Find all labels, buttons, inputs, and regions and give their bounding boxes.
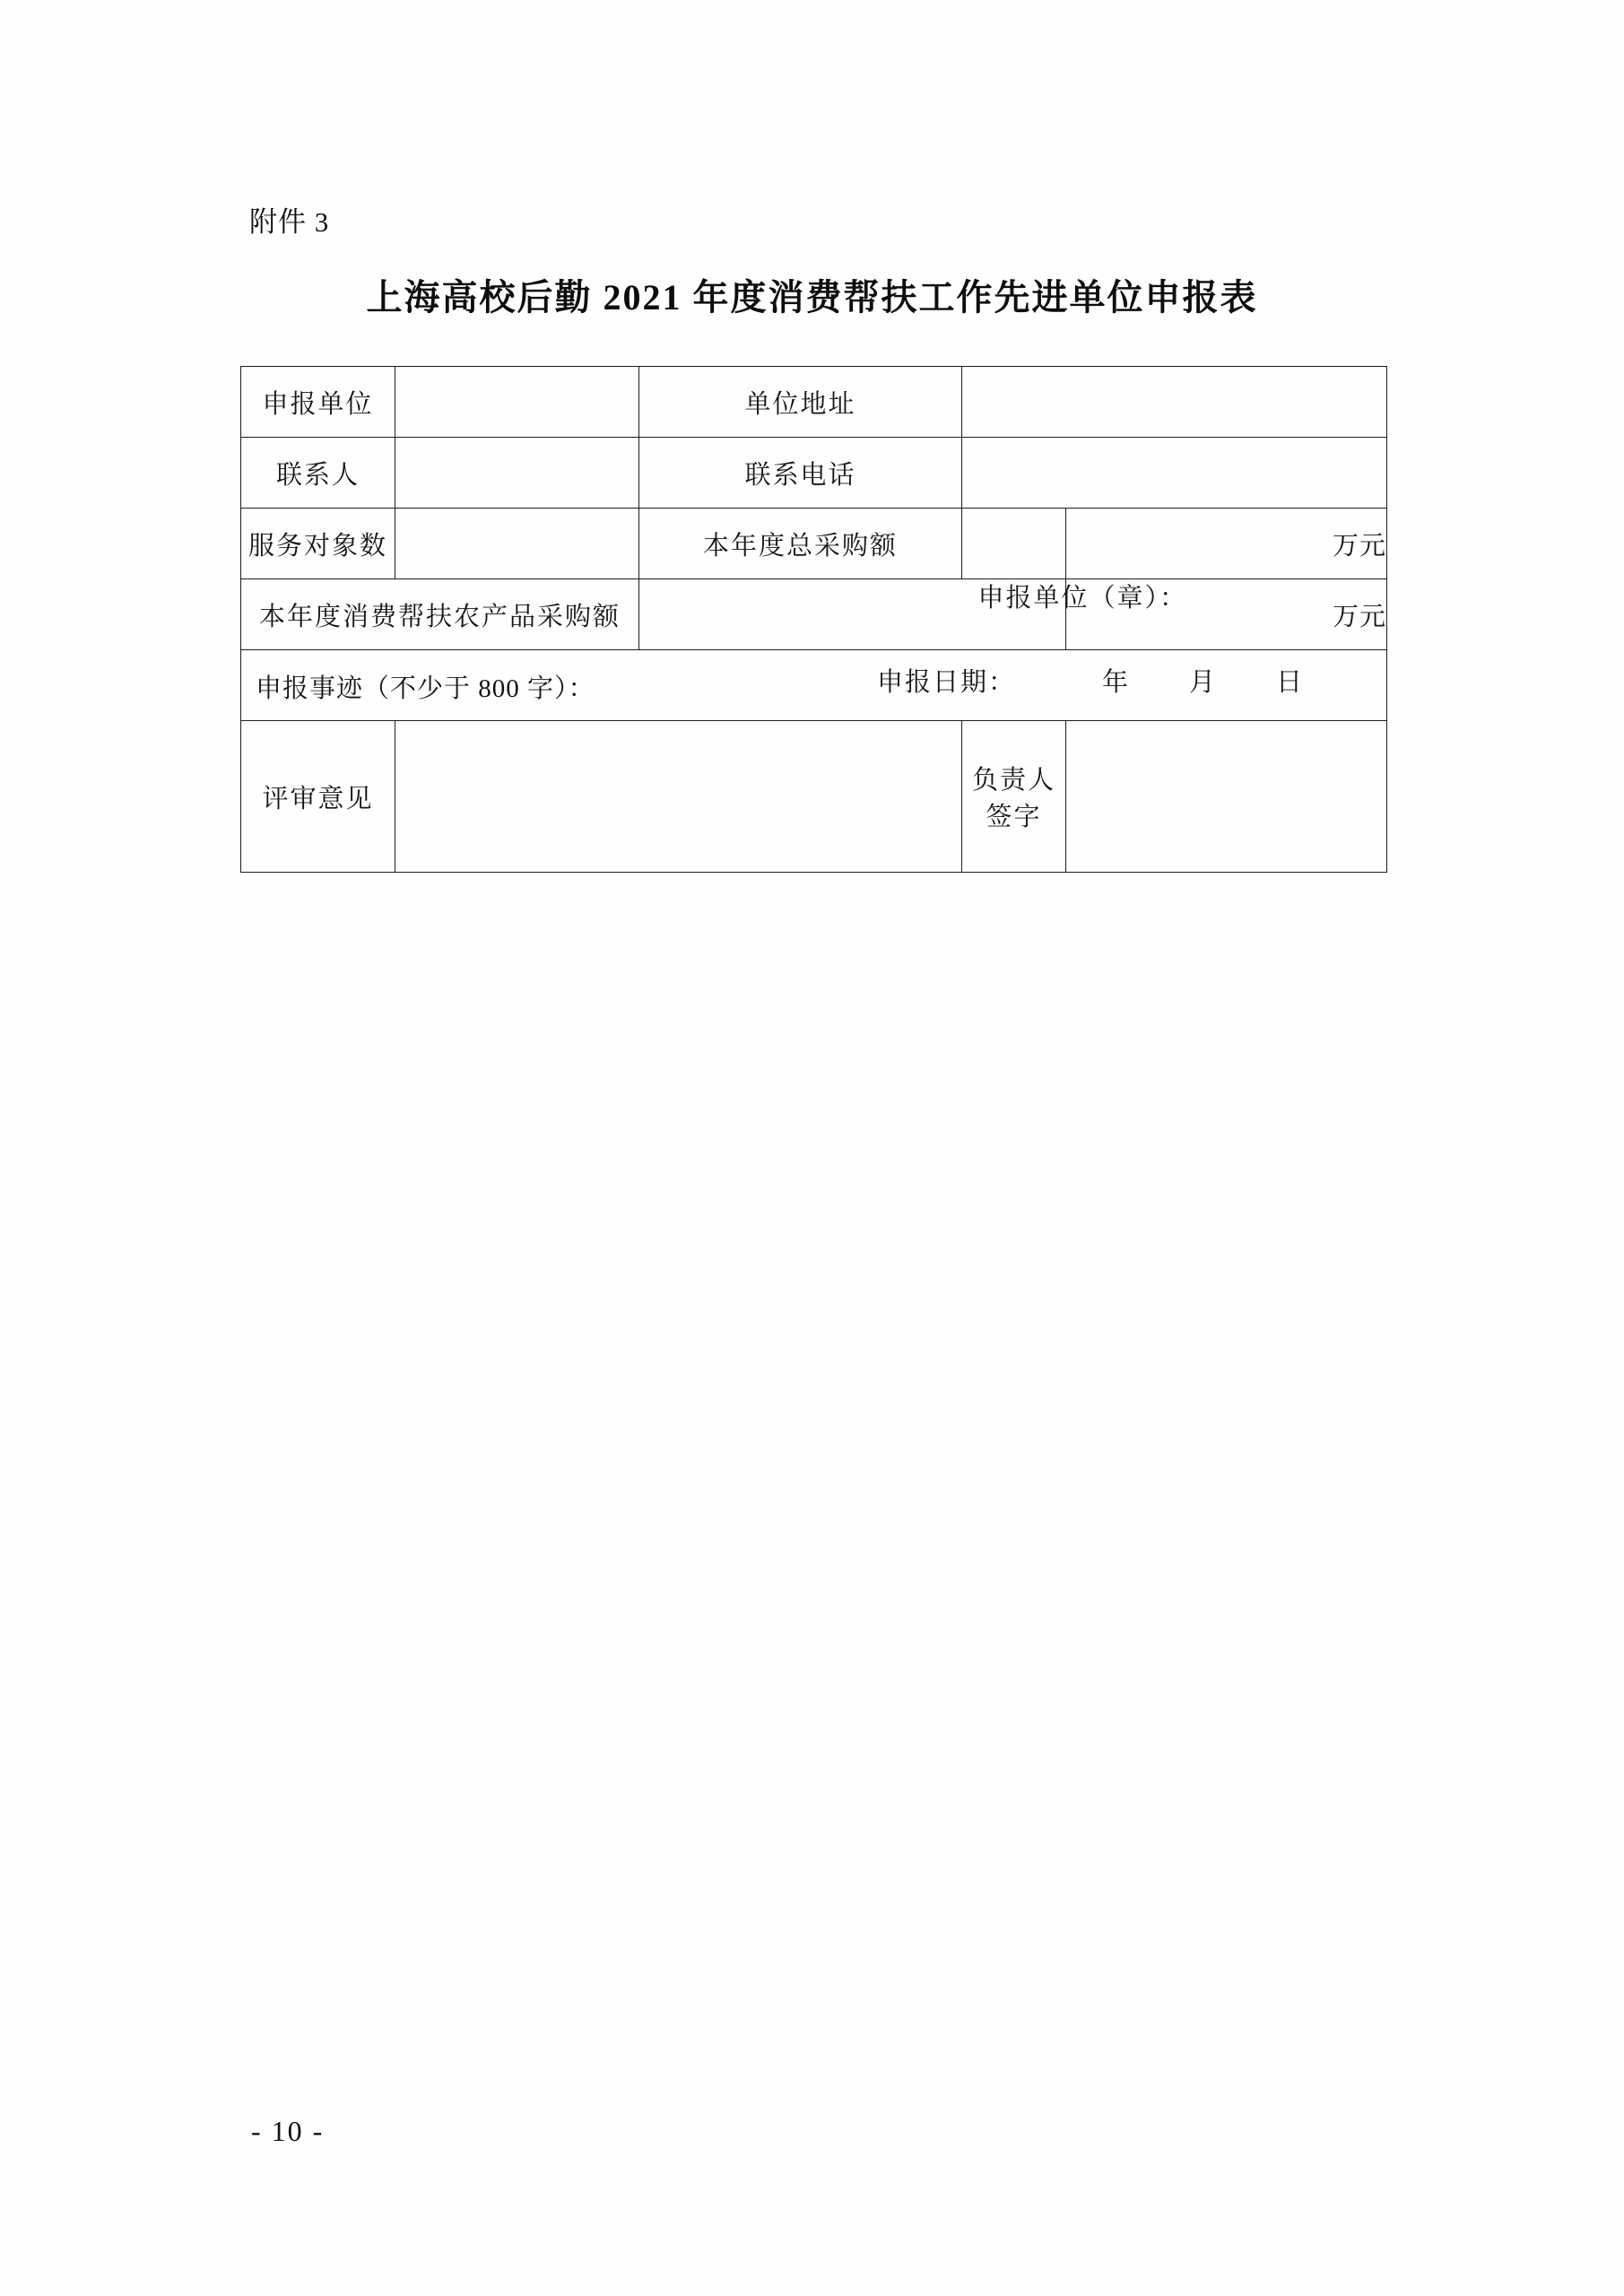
field-label-total-purchase: 本年度总采购额 [639,509,962,579]
date-month-label: 月 [1188,668,1217,697]
date-year-label: 年 [1101,668,1130,697]
field-value-total-purchase[interactable] [962,509,1066,579]
table-row [241,721,1387,873]
field-label-review-opinion: 评审意见 [241,721,395,873]
table-row [241,367,1387,438]
attachment-label: 附件 3 [249,206,330,238]
field-label-applicant-unit: 申报单位 [241,367,395,438]
table-row [241,438,1387,509]
page-title: 上海高校后勤 2021 年度消费帮扶工作先进单位申报表 [366,277,1258,317]
field-value-contact-phone[interactable] [962,438,1387,509]
field-value-unit-address[interactable] [962,367,1387,438]
field-value-responsible-signature[interactable] [1066,721,1387,873]
field-unit-agri-purchase: 万元 [1066,579,1387,650]
field-value-contact-person[interactable] [395,438,639,509]
table-row [241,509,1387,579]
application-form-table [240,366,1387,873]
field-value-review-opinion[interactable] [395,721,962,873]
field-label-responsible-signature: 负责人签字 [962,721,1066,873]
field-unit-total-purchase: 万元 [1066,509,1387,579]
field-label-contact-person: 联系人 [241,438,395,509]
table-row [241,650,1387,721]
field-value-applicant-unit[interactable] [395,367,639,438]
field-label-contact-phone: 联系电话 [639,438,962,509]
table-row [241,579,1387,650]
applicant-seal-label: 申报单位（章）： [977,584,1187,613]
application-date-label: 申报日期： [876,668,1016,697]
deeds-label: 申报事迹（不少于 800 字）： [256,674,595,703]
date-day-label: 日 [1275,668,1304,697]
field-value-service-count[interactable] [395,509,639,579]
page-number: - 10 - [251,2115,325,2147]
field-label-service-count: 服务对象数 [241,509,395,579]
field-label-agri-purchase: 本年度消费帮扶农产品采购额 [241,579,639,650]
field-label-unit-address: 单位地址 [639,367,962,438]
application-date-line [877,662,1304,699]
